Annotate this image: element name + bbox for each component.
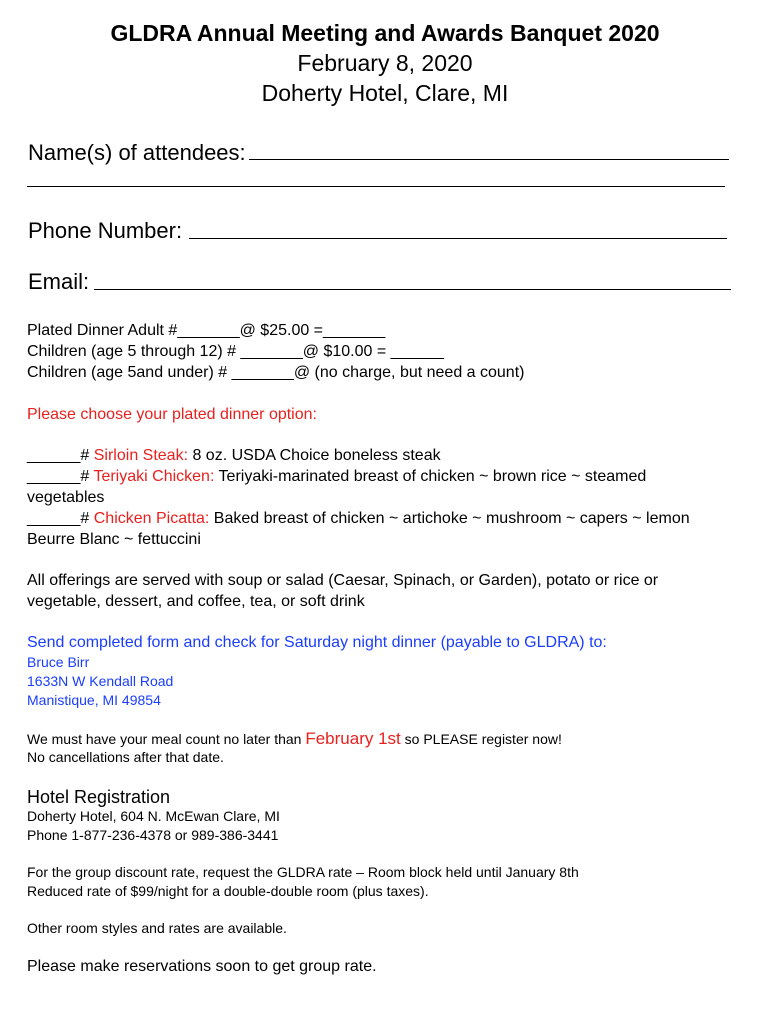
dinner-prompt: Please choose your plated dinner option:	[27, 406, 317, 423]
dinner-option	[27, 508, 727, 550]
no-cancellations: No cancellations after that date.	[27, 749, 224, 765]
event-date: February 8, 2020	[297, 50, 473, 76]
dinner-option	[27, 445, 727, 466]
hotel-reserve-note: Please make reservations soon to get group rate.	[27, 958, 377, 975]
names-input-line-2[interactable]	[27, 186, 725, 187]
pricing-children-5-12: Children (age 5 through 12) # _______@ $10.00 = ______	[27, 343, 445, 360]
option-blank: ______#	[27, 468, 90, 485]
page-title: GLDRA Annual Meeting and Awards Banquet 2020	[110, 20, 660, 46]
dinner-options	[27, 445, 727, 550]
option-blank: ______#	[27, 447, 90, 464]
deadline-line	[27, 729, 562, 749]
mailing-name: Bruce Birr	[27, 654, 90, 670]
dinner-option	[27, 466, 727, 508]
option-name: Sirloin Steak:	[93, 447, 189, 464]
hotel-rate: Reduced rate of $99/night for a double-double room (plus taxes).	[27, 883, 429, 899]
hotel-other-rooms: Other room styles and rates are available.	[27, 920, 287, 936]
deadline-date: February 1st	[305, 729, 401, 748]
option-desc: Baked breast of chicken ~ artichoke ~ mushroom ~ capers ~ lemon Beurre Blanc ~ fettuccini	[27, 510, 690, 548]
option-name: Teriyaki Chicken:	[93, 468, 215, 485]
hotel-heading: Hotel Registration	[27, 787, 171, 807]
hotel-discount	[27, 863, 579, 901]
mailing-street: 1633N W Kendall Road	[27, 673, 174, 689]
option-desc: 8 oz. USDA Choice boneless steak	[188, 447, 441, 464]
mailing-city: Manistique, MI 49854	[27, 692, 161, 708]
names-input-line[interactable]	[249, 159, 729, 160]
hotel-discount-text: For the group discount rate, request the GLDRA rate – Room block held until January 8th	[27, 864, 579, 880]
hotel-info	[27, 807, 280, 845]
header	[0, 18, 770, 108]
deadline-post: so PLEASE register now!	[400, 731, 562, 747]
phone-input-line[interactable]	[189, 238, 727, 239]
names-label: Name(s) of attendees:	[28, 140, 246, 165]
mailing-instruction: Send completed form and check for Saturday night dinner (payable to GLDRA) to:	[27, 634, 607, 651]
hotel-address: Doherty Hotel, 604 N. McEwan Clare, MI	[27, 808, 280, 824]
email-input-line[interactable]	[94, 289, 731, 290]
pricing-section	[27, 320, 524, 383]
mailing-address	[27, 653, 173, 710]
phone-label: Phone Number:	[28, 218, 183, 243]
deadline-pre: We must have your meal count no later than	[27, 731, 306, 747]
event-location: Doherty Hotel, Clare, MI	[261, 80, 509, 106]
email-label: Email:	[28, 269, 90, 294]
pricing-children-under-5: Children (age 5and under) # _______@ (no charge, but need a count)	[27, 364, 525, 381]
option-name: Chicken Picatta:	[93, 510, 210, 527]
option-desc: Teriyaki-marinated breast of chicken ~ brown rice ~ steamed vegetables	[27, 468, 647, 506]
pricing-adult: Plated Dinner Adult #_______@ $25.00 =_______	[27, 322, 386, 339]
offerings-text: All offerings are served with soup or salad (Caesar, Spinach, or Garden), potato or rice or vegetable, dessert, and coffee, tea, or soft drink	[27, 572, 659, 610]
hotel-phone: Phone 1-877-236-4378 or 989-386-3441	[27, 827, 279, 843]
option-blank: ______#	[27, 510, 90, 527]
